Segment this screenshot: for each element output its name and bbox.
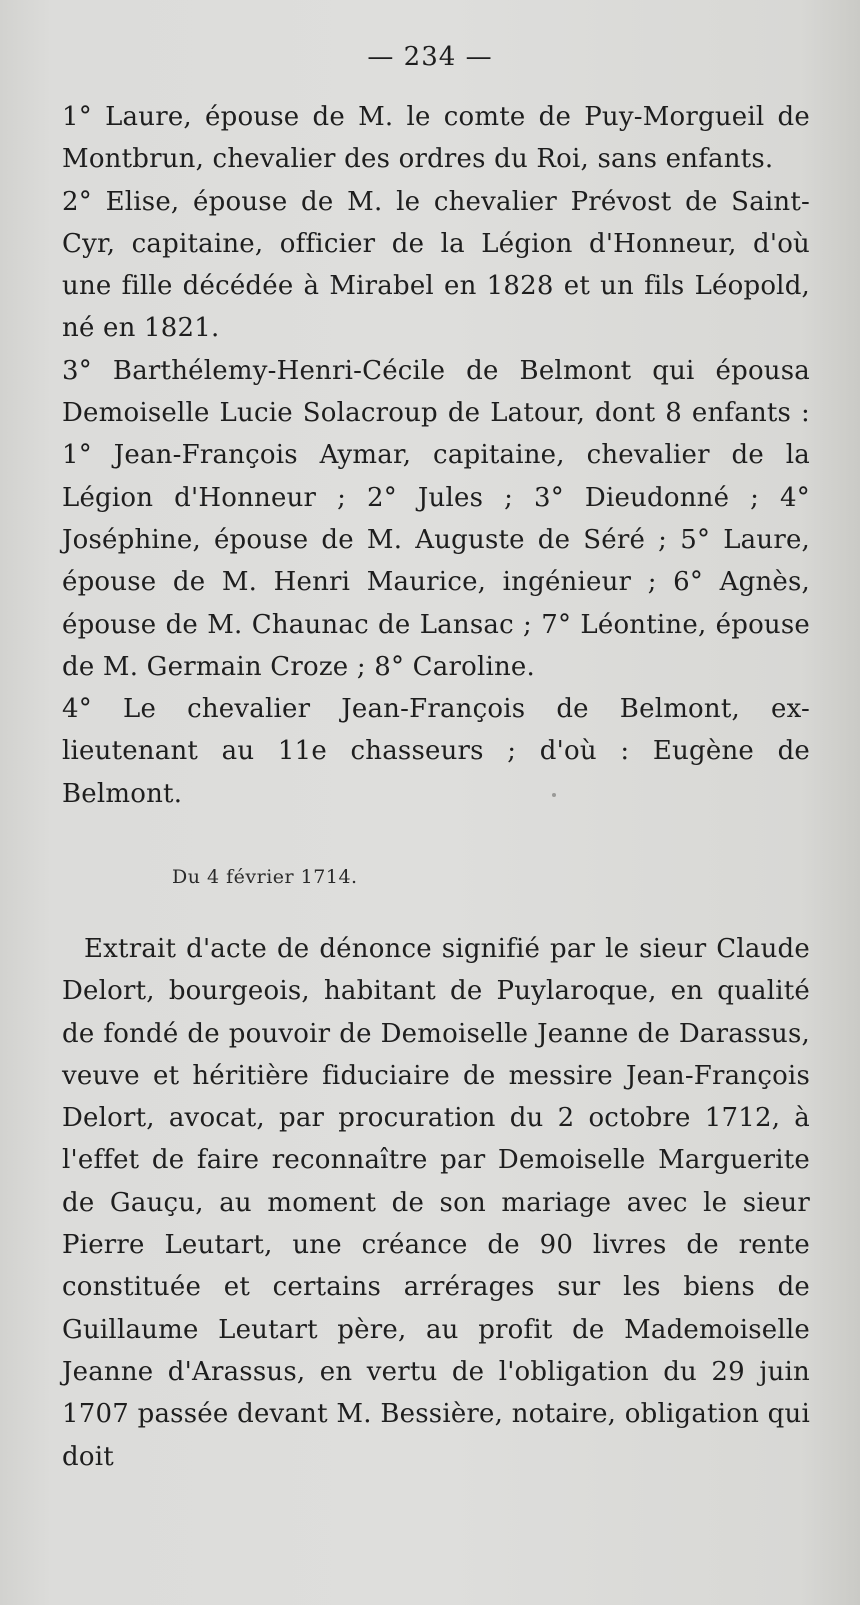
paragraph-laure: 1° Laure, épouse de M. le comte de Puy-Morgueil de Montbrun, chevalier des ordres du Roi, sans enfants. [62, 102, 810, 175]
genealogy-section [62, 96, 810, 815]
paragraph-elise: 2° Elise, épouse de M. le chevalier Prévost de Saint-Cyr, capitaine, officier de la Légion d'Honneur, d'où une fille décédée à Mirabel en 1828 et un fils Léopold, né en 1821. [62, 186, 810, 344]
deed-extract-section [62, 928, 810, 1478]
paragraph-barthelemy: 3° Barthélemy-Henri-Cécile de Belmont qui épousa Demoiselle Lucie Solacroup de Latour, dont 8 enfants : 1° Jean-François Aymar, capitaine, chevalier de la Légion d'Honneur ; 2° Jules ; 3° Dieudonné ; 4° Joséphine, épouse de M. Auguste de Séré ; 5° Laure, épouse de M. Henri Maurice, ingénieur ; 6° Agnès, épouse de M. Chaunac de Lansac ; 7° Léontine, épouse de M. Germain Croze ; 8° Caroline. [62, 355, 810, 682]
ink-speck [552, 793, 556, 797]
paragraph-jean-francois: 4° Le chevalier Jean-François de Belmont, ex-lieutenant au 11e chasseurs ; d'où : Eugène de Belmont. [62, 694, 810, 809]
page-number: — 234 — [367, 42, 493, 72]
date-heading: Du 4 février 1714. [172, 866, 358, 888]
paragraph-extrait: Extrait d'acte de dénonce signifié par le sieur Claude Delort, bourgeois, habitant de Puylaroque, en qualité de fondé de pouvoir de Demoiselle Jeanne de Darassus, veuve et héritière fiduciaire de messire Jean-François Delort, avocat, par procuration du 2 octobre 1712, à l'effet de faire reconnaître par Demoiselle Marguerite de Gauçu, au moment de son mariage avec le sieur Pierre Leutart, une créance de 90 livres de rente constituée et certains arrérages sur les biens de Guillaume Leutart père, au profit de Mademoiselle Jeanne d'Arassus, en vertu de l'obligation du 29 juin 1707 passée devant M. Bessière, notaire, obligation qui doit [62, 934, 810, 1472]
